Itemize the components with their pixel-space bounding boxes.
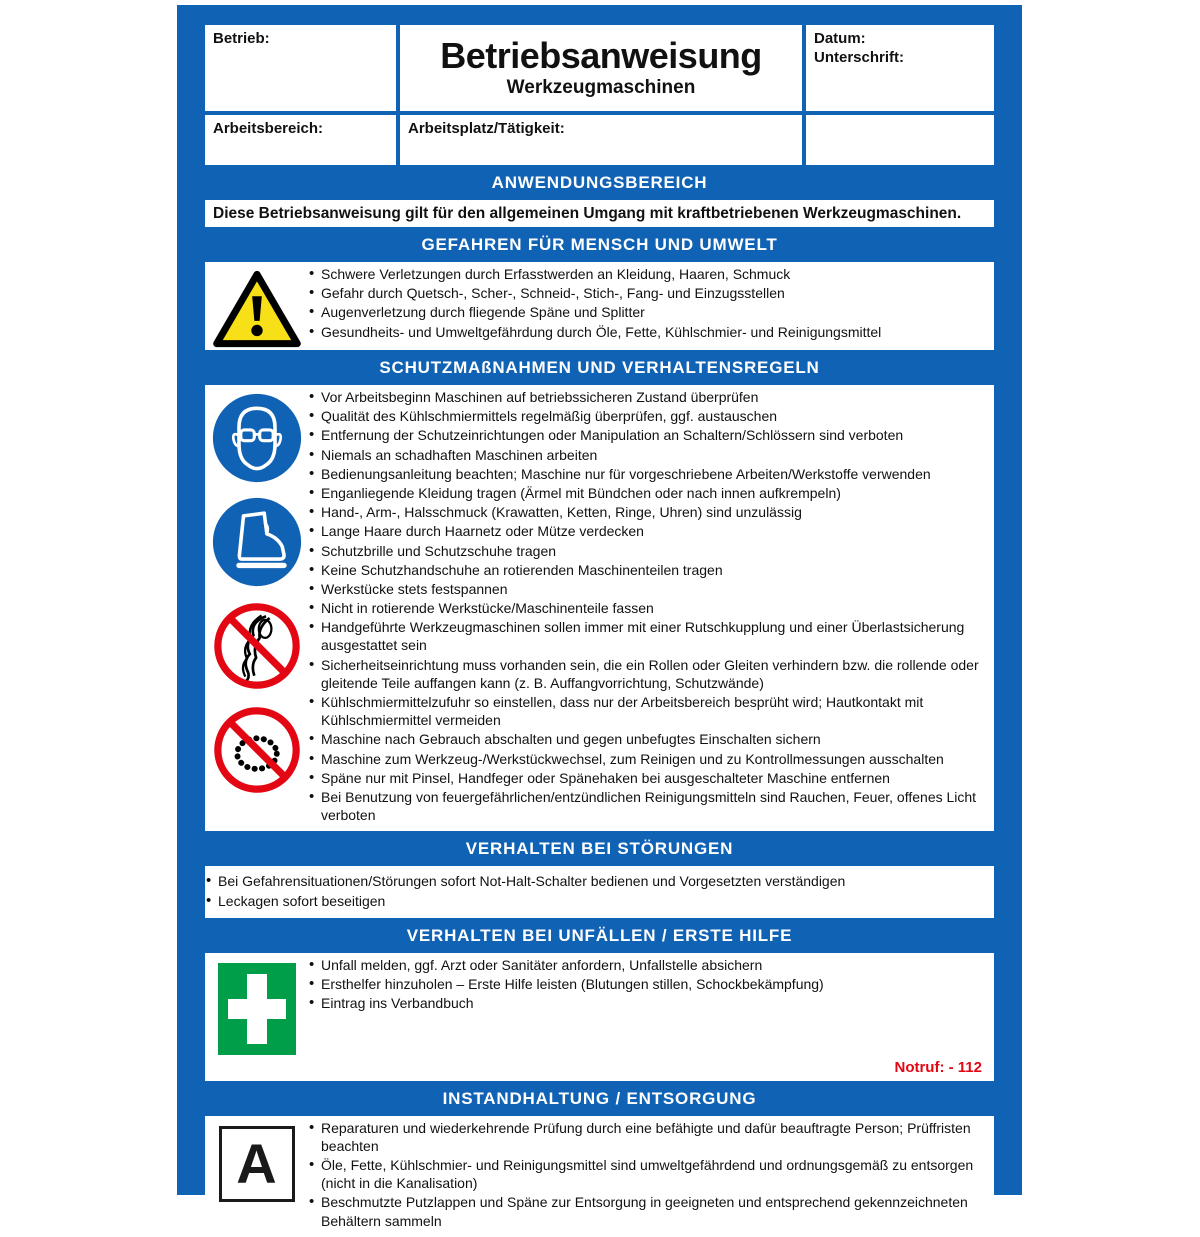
list-item: • Maschine nach Gebrauch abschalten und gegen unbefugtes Einschalten sichern [308, 730, 994, 748]
list-item: • Kühlschmiermittelzufuhr so einstellen, dass nur der Arbeitsbereich besprüht wird; Hautkontakt mit Kühlschmiermittel vermeiden [308, 693, 994, 729]
erste-hilfe-list [308, 955, 994, 1014]
first-aid-cross-icon [218, 963, 296, 1055]
list-item: • Keine Schutzhandschuhe an rotierenden Maschinenteilen tragen [308, 561, 994, 579]
unterschrift-label: Unterschrift: [814, 48, 905, 66]
list-item: • Gefahr durch Quetsch-, Scher-, Schneid-, Stich-, Fang- und Einzugsstellen [308, 284, 994, 302]
warning-triangle-icon [213, 270, 301, 348]
betrieb-label: Betrieb: [213, 30, 270, 47]
empty-cell [806, 115, 994, 165]
gefahren-icon-column [205, 264, 308, 348]
title-cell [400, 25, 802, 111]
list-item: • Vor Arbeitsbeginn Maschinen auf betriebssicheren Zustand überprüfen [308, 388, 994, 406]
section-header-anwendungsbereich: ANWENDUNGSBEREICH [491, 173, 708, 192]
eye-protection-icon [212, 393, 302, 483]
list-item: • Handgeführte Werkzeugmaschinen sollen immer mit einer Rutschkupplung und einer Überlastsicherung ausgestattet sein [308, 618, 994, 654]
schutz-icon-column [205, 387, 308, 795]
section-header-stoerungen: VERHALTEN BEI STÖRUNGEN [465, 839, 734, 859]
list-item: • Nicht in rotierende Werkstücke/Maschinenteile fassen [308, 599, 994, 617]
erste-hilfe-box [205, 953, 994, 1081]
list-item: • Hand-, Arm-, Halsschmuck (Krawatten, Ketten, Ringe, Uhren) sind unzulässig [308, 503, 994, 521]
arbeitsbereich-cell [205, 115, 396, 165]
anwendungsbereich-box [205, 200, 994, 227]
section-header-gefahren: GEFAHREN FÜR MENSCH UND UMWELT [421, 235, 778, 254]
gefahren-list [308, 264, 994, 342]
list-item: • Augenverletzung durch fliegende Späne und Splitter [308, 303, 994, 321]
page-subtitle: Werkzeugmaschinen [506, 77, 696, 99]
list-item: • Schwere Verletzungen durch Erfasstwerden an Kleidung, Haaren, Schmuck [308, 265, 994, 283]
list-item: • Enganliegende Kleidung tragen (Ärmel mit Bündchen oder nach innen aufkrempeln) [308, 484, 994, 502]
instandhaltung-list [308, 1118, 994, 1231]
list-item: • Öle, Fette, Kühlschmier- und Reinigungsmittel sind umweltgefährdend und ordnungsgemäß zu entsorgen (nicht in die Kanalisation) [308, 1156, 994, 1192]
schutzmassnahmen-box [205, 385, 994, 831]
list-item: • Niemals an schadhaften Maschinen arbeiten [308, 446, 994, 464]
no-loose-hair-icon [212, 601, 302, 691]
stoerungen-list [205, 872, 994, 909]
list-item: • Qualität des Kühlschmiermittels regelmäßig überprüfen, ggf. austauschen [308, 407, 994, 425]
betrieb-cell [205, 25, 396, 111]
instandhaltung-icon-column [205, 1118, 308, 1202]
header-table [205, 25, 994, 165]
betriebsanweisung-sign [177, 5, 1022, 1229]
datum-unterschrift-cell [806, 25, 994, 111]
sign-content [205, 25, 994, 1237]
list-item: • Unfall melden, ggf. Arzt oder Sanitäter anfordern, Unfallstelle absichern [308, 956, 994, 974]
list-item: • Späne nur mit Pinsel, Handfeger oder Spänehaken bei ausgeschalteter Maschine entfernen [308, 769, 994, 787]
arbeitsplatz-cell [400, 115, 802, 165]
list-item: • Sicherheitseinrichtung muss vorhanden sein, die ein Rollen oder Gleiten verhindern bzw. die rollende oder gleitende Teile auffangen kann (z. B. Auffangvorrichtung, Schutzwände) [308, 656, 994, 692]
notruf-number: Notruf: - 112 [894, 1058, 982, 1076]
list-item: • Leckagen sofort beseitigen [205, 892, 994, 910]
section-header-instandhaltung: INSTANDHALTUNG / ENTSORGUNG [442, 1088, 757, 1108]
stoerungen-box [205, 866, 994, 917]
list-item: • Ersthelfer hinzuholen – Erste Hilfe leisten (Blutungen stillen, Schockbekämpfung) [308, 975, 994, 993]
section-header-schutzmassnahmen: SCHUTZMAßNAHMEN UND VERHALTENSREGELN [379, 358, 820, 377]
list-item: • Bedienungsanleitung beachten; Maschine nur für vorgeschriebene Arbeiten/Werkstoffe verwenden [308, 465, 994, 483]
list-item: • Bei Gefahrensituationen/Störungen sofort Not-Halt-Schalter bedienen und Vorgesetzten verständigen [205, 872, 994, 890]
section-header-erste-hilfe: VERHALTEN BEI UNFÄLLEN / ERSTE HILFE [406, 925, 793, 945]
list-item: • Bei Benutzung von feuergefährlichen/entzündlichen Reinigungsmitteln sind Rauchen, Feuer, offenes Licht verboten [308, 788, 994, 824]
arbeitsbereich-label: Arbeitsbereich: [213, 120, 324, 137]
anwendungsbereich-text: Diese Betriebsanweisung gilt für den allgemeinen Umgang mit kraftbetriebenen Werkzeugmaschinen. [213, 204, 962, 222]
instandhaltung-box [205, 1116, 994, 1237]
list-item: • Eintrag ins Verbandbuch [308, 994, 994, 1012]
erste-hilfe-icon-column [205, 955, 308, 1055]
page-title: Betriebsanweisung [440, 34, 762, 76]
no-jewelry-icon [212, 705, 302, 795]
safety-boots-icon [212, 497, 302, 587]
list-item: • Lange Haare durch Haarnetz oder Mütze verdecken [308, 522, 994, 540]
list-item: • Gesundheits- und Umweltgefährdung durch Öle, Fette, Kühlschmier- und Reinigungsmittel [308, 323, 994, 341]
list-item: • Maschine zum Werkzeug-/Werkstückwechsel, zum Reinigen und zu Kontrollmessungen ausschalten [308, 750, 994, 768]
waste-category-a-icon: A [219, 1126, 295, 1202]
gefahren-box [205, 262, 994, 350]
list-item: • Reparaturen und wiederkehrende Prüfung durch eine befähigte und dafür beauftragte Person; Prüffristen beachten [308, 1119, 994, 1155]
list-item: • Werkstücke stets festspannen [308, 580, 994, 598]
schutzmassnahmen-list [308, 387, 994, 825]
arbeitsplatz-label: Arbeitsplatz/Tätigkeit: [408, 120, 565, 137]
list-item: • Beschmutzte Putzlappen und Späne zur Entsorgung in geeigneten und entsprechend gekennzeichneten Behältern sammeln [308, 1193, 994, 1229]
list-item: • Entfernung der Schutzeinrichtungen oder Manipulation an Schaltern/Schlössern sind verboten [308, 426, 994, 444]
datum-label: Datum: [814, 30, 866, 47]
list-item: • Schutzbrille und Schutzschuhe tragen [308, 542, 994, 560]
